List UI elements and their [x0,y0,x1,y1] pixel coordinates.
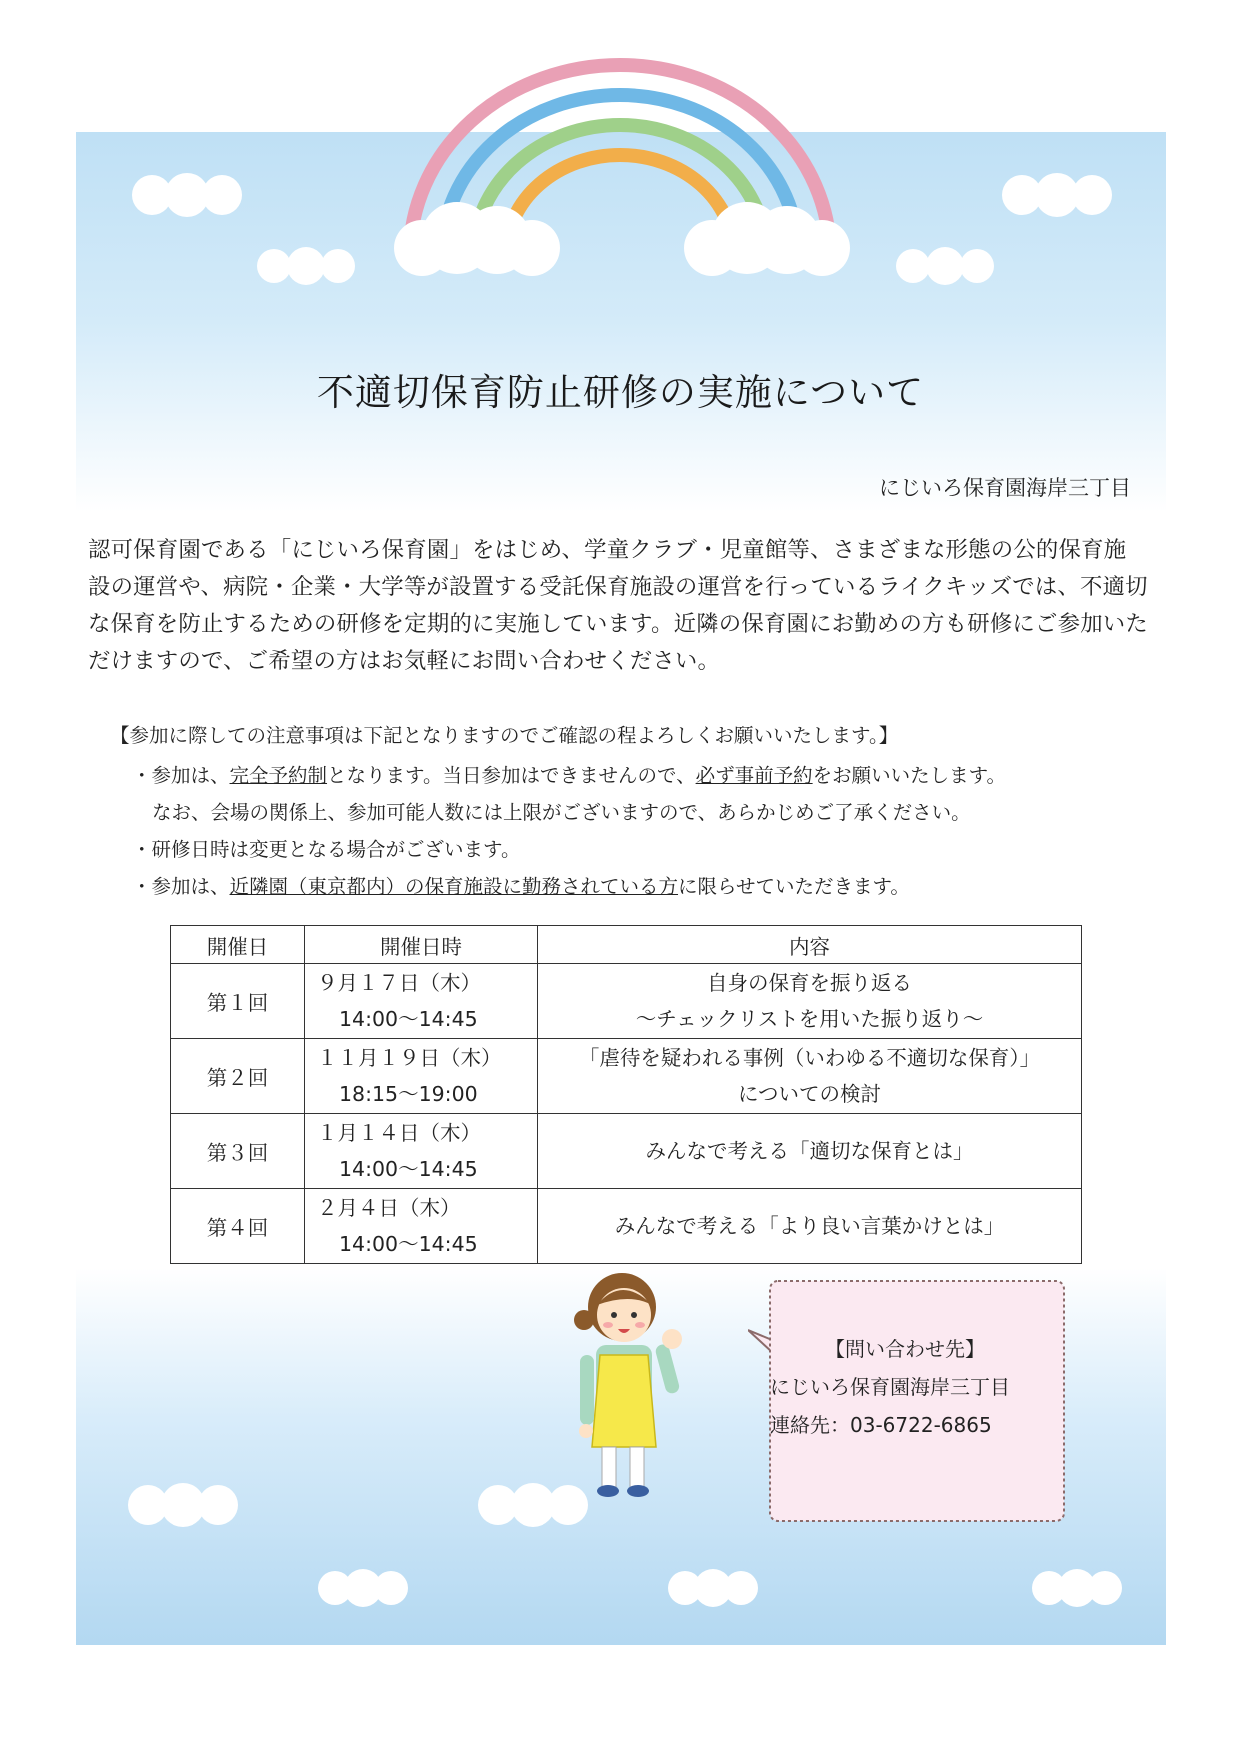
contact-name: にじいろ保育園海岸三丁目 [770,1375,1010,1399]
table-row [171,1114,1082,1189]
notice-list [132,757,1006,905]
date-cell: １１月１９日（木） 18:15～19:00 [305,1039,538,1114]
cloud-icon [682,198,852,278]
intro-paragraph: 認可保育園である「にじいろ保育園」をはじめ、学童クラブ・児童館等、さまざまな形態の公的保育施設の運営や、病院・企業・大学等が設置する受託保育施設の運営を行っているライクキッズでは、不適切な保育を防止するための研修を定期的に実施しています。近隣の保育園にお勤めの方も研修にご参加いただけますので、ご希望の方はお気軽にお問い合わせください。 [88,537,1148,674]
table-row [171,964,1082,1039]
table-header-row [171,926,1082,964]
schedule-table [170,925,1082,1264]
content-cell: みんなで考える「より良い言葉かけとは」 [538,1189,1082,1264]
cloud-icon [392,198,562,278]
contact-heading: 【問い合わせ先】 [825,1337,985,1361]
contact-info [770,1330,1040,1444]
column-header: 内容 [538,926,1082,964]
round-cell: 第４回 [171,1189,305,1264]
cloud-icon [1032,1568,1122,1608]
contact-phone: 連絡先：03-6722-6865 [770,1413,992,1437]
date-cell: １月１４日（木） 14:00～14:45 [305,1114,538,1189]
date-cell: ２月４日（木） 14:00～14:45 [305,1189,538,1264]
cloud-icon [668,1568,758,1608]
date-cell: ９月１７日（木） 14:00～14:45 [305,964,538,1039]
page-title: 不適切保育防止研修の実施について [316,371,925,414]
round-cell: 第３回 [171,1114,305,1189]
table-row [171,1039,1082,1114]
notice-item-continued: なお、会場の関係上、参加可能人数には上限がございますので、あらかじめご了承ください。 [152,801,971,824]
round-cell: 第１回 [171,964,305,1039]
notice-item: ・研修日時は変更となる場合がございます。 [132,838,521,861]
content-cell: 「虐待を疑われる事例（いわゆる不適切な保育）」 についての検討 [538,1039,1082,1114]
column-header: 開催日時 [305,926,538,964]
content-cell: 自身の保育を振り返る ～チェックリストを用いた振り返り～ [538,964,1082,1039]
teacher-illustration [560,1265,710,1565]
cloud-icon [128,1482,238,1528]
cloud-icon [1002,170,1112,220]
notice-heading: 【参加に際しての注意事項は下記となりますのでご確認の程よろしくお願いいたします。】 [110,724,899,747]
column-header: 開催日 [171,926,305,964]
round-cell: 第２回 [171,1039,305,1114]
cloud-icon [318,1568,408,1608]
cloud-icon [895,246,995,286]
notice-item: ・参加は、完全予約制となります。当日参加はできませんので、必ず事前予約をお願いいたします。 [132,764,1007,787]
cloud-icon [256,246,356,286]
notice-item: ・参加は、近隣園（東京都内）の保育施設に勤務されている方に限らせていただきます。 [132,875,910,898]
table-row [171,1189,1082,1264]
content-cell: みんなで考える「適切な保育とは」 [538,1114,1082,1189]
cloud-icon [132,170,242,220]
organization-name: にじいろ保育園海岸三丁目 [879,476,1131,500]
